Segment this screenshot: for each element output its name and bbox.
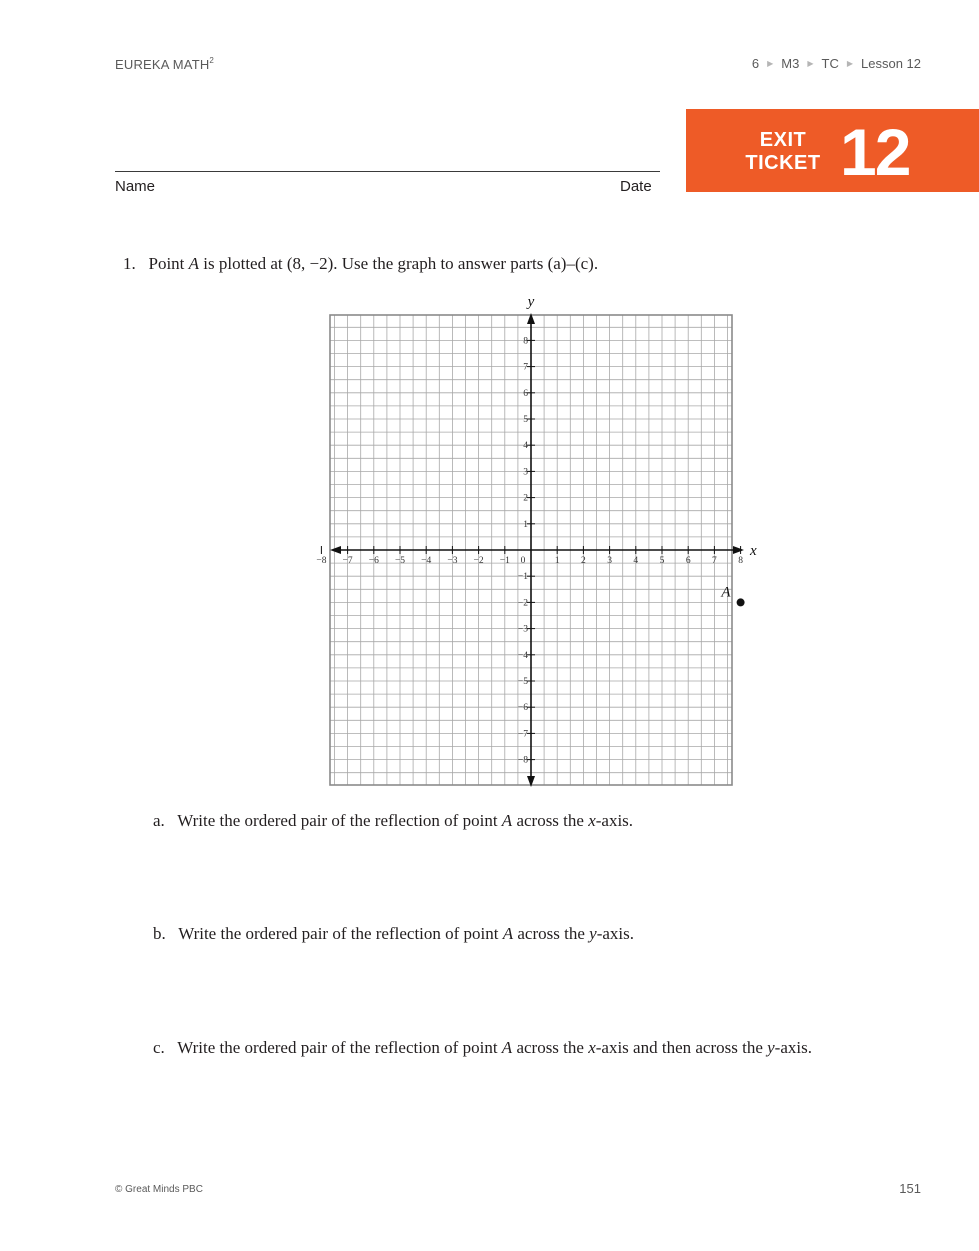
y-axis-label: y (527, 294, 535, 310)
question-text-pre: Point (148, 254, 189, 273)
x-tick-label: 3 (607, 556, 612, 566)
y-tick-label: −2 (517, 598, 528, 609)
part-text: Write the ordered pair of the reflection of point (178, 924, 503, 943)
breadcrumb-lesson: Lesson 12 (861, 56, 921, 71)
y-tick-label: 6 (523, 388, 528, 399)
exit-ticket-title (738, 129, 828, 175)
y-tick-label: 3 (523, 467, 528, 478)
y-tick-label: 4 (523, 441, 528, 452)
exit-ticket-number: 12 (840, 115, 910, 189)
x-tick-label: 8 (738, 556, 743, 566)
part-letter: a. (153, 811, 165, 830)
y-tick-label: 7 (523, 362, 528, 373)
exit-ticket-line1: EXIT (759, 129, 807, 151)
page-number: 151 (899, 1181, 921, 1196)
breadcrumb-grade: 6 (751, 56, 760, 71)
part-text: -axis. (774, 1038, 812, 1057)
copyright: © Great Minds PBC (115, 1184, 203, 1195)
part-text: Write the ordered pair of the reflection of point (177, 1038, 502, 1057)
breadcrumb (752, 56, 921, 71)
point-marker (737, 598, 745, 606)
x-tick-label: 1 (554, 556, 560, 566)
question-point-var: A (188, 254, 200, 273)
x-tick-label: −2 (473, 556, 484, 566)
part-text: across the (512, 1038, 589, 1057)
part-var: A (501, 1038, 513, 1057)
x-tick-label: −3 (447, 556, 458, 566)
part-text: -axis. (596, 924, 634, 943)
x-tick-label: 5 (659, 556, 665, 566)
y-tick-label: 5 (523, 415, 528, 425)
part-text: across the (513, 924, 590, 943)
y-tick-label: −6 (517, 703, 528, 714)
brand-title (115, 56, 214, 72)
part-axis: y (767, 1038, 775, 1057)
x-tick-label: 2 (581, 556, 586, 566)
x-tick-label: 4 (633, 556, 639, 566)
part-letter: c. (153, 1038, 165, 1057)
x-axis-label: x (750, 543, 757, 559)
brand-superscript: 2 (209, 56, 215, 65)
breadcrumb-separator-icon: ▶ (846, 59, 853, 68)
breadcrumb-topic: TC (821, 56, 839, 71)
exit-ticket-badge (686, 109, 979, 192)
x-axis-arrow-right-icon (733, 546, 744, 554)
y-tick-label: −3 (517, 624, 528, 635)
name-label: Name (115, 178, 156, 195)
part-var: A (501, 811, 513, 830)
point-label: A (721, 584, 731, 601)
y-tick-label: −1 (517, 572, 528, 583)
part-a (153, 811, 633, 831)
x-tick-label: −7 (342, 556, 353, 566)
part-text: -axis. (595, 811, 634, 830)
y-tick-label: −5 (517, 677, 528, 687)
question-number: 1. (123, 254, 136, 273)
y-tick-label: 8 (523, 336, 528, 347)
x-tick-label: 0 (520, 556, 526, 566)
part-text: Write the ordered pair of the reflection of point (177, 811, 502, 830)
y-tick-label: −8 (517, 755, 528, 766)
x-tick-label: −1 (499, 556, 510, 566)
part-letter: b. (153, 924, 166, 943)
question-text-post: is plotted at (8, −2). Use the graph to answer parts (a)–(c). (199, 254, 599, 273)
part-b (153, 924, 634, 944)
question-1 (123, 254, 598, 274)
breadcrumb-separator-icon: ▶ (807, 59, 814, 68)
exit-ticket-line2: TICKET (745, 152, 821, 174)
y-tick-label: −7 (517, 729, 528, 740)
part-axis: x (588, 1038, 596, 1057)
date-label: Date (620, 178, 652, 195)
x-tick-label: 7 (712, 556, 717, 566)
part-c (153, 1038, 812, 1058)
brand-name: EUREKA MATH (115, 57, 210, 72)
y-tick-label: 1 (523, 519, 528, 530)
y-tick-label: −4 (517, 650, 528, 661)
x-tick-label: −6 (368, 556, 379, 566)
coordinate-plane (316, 290, 757, 800)
part-text: -axis and then across the (595, 1038, 768, 1057)
breadcrumb-separator-icon: ▶ (767, 59, 774, 68)
x-tick-label: 6 (685, 556, 691, 566)
x-tick-label: −5 (394, 556, 406, 566)
breadcrumb-module: M3 (781, 56, 800, 71)
y-tick-label: 2 (523, 493, 528, 504)
part-axis: x (588, 811, 596, 830)
x-tick-label: −8 (316, 556, 327, 566)
x-tick-label: −4 (421, 556, 432, 566)
name-date-line[interactable] (115, 171, 660, 172)
part-axis: y (589, 924, 597, 943)
part-text: across the (512, 811, 589, 830)
part-var: A (502, 924, 514, 943)
x-axis-arrow-left-icon (330, 546, 341, 554)
